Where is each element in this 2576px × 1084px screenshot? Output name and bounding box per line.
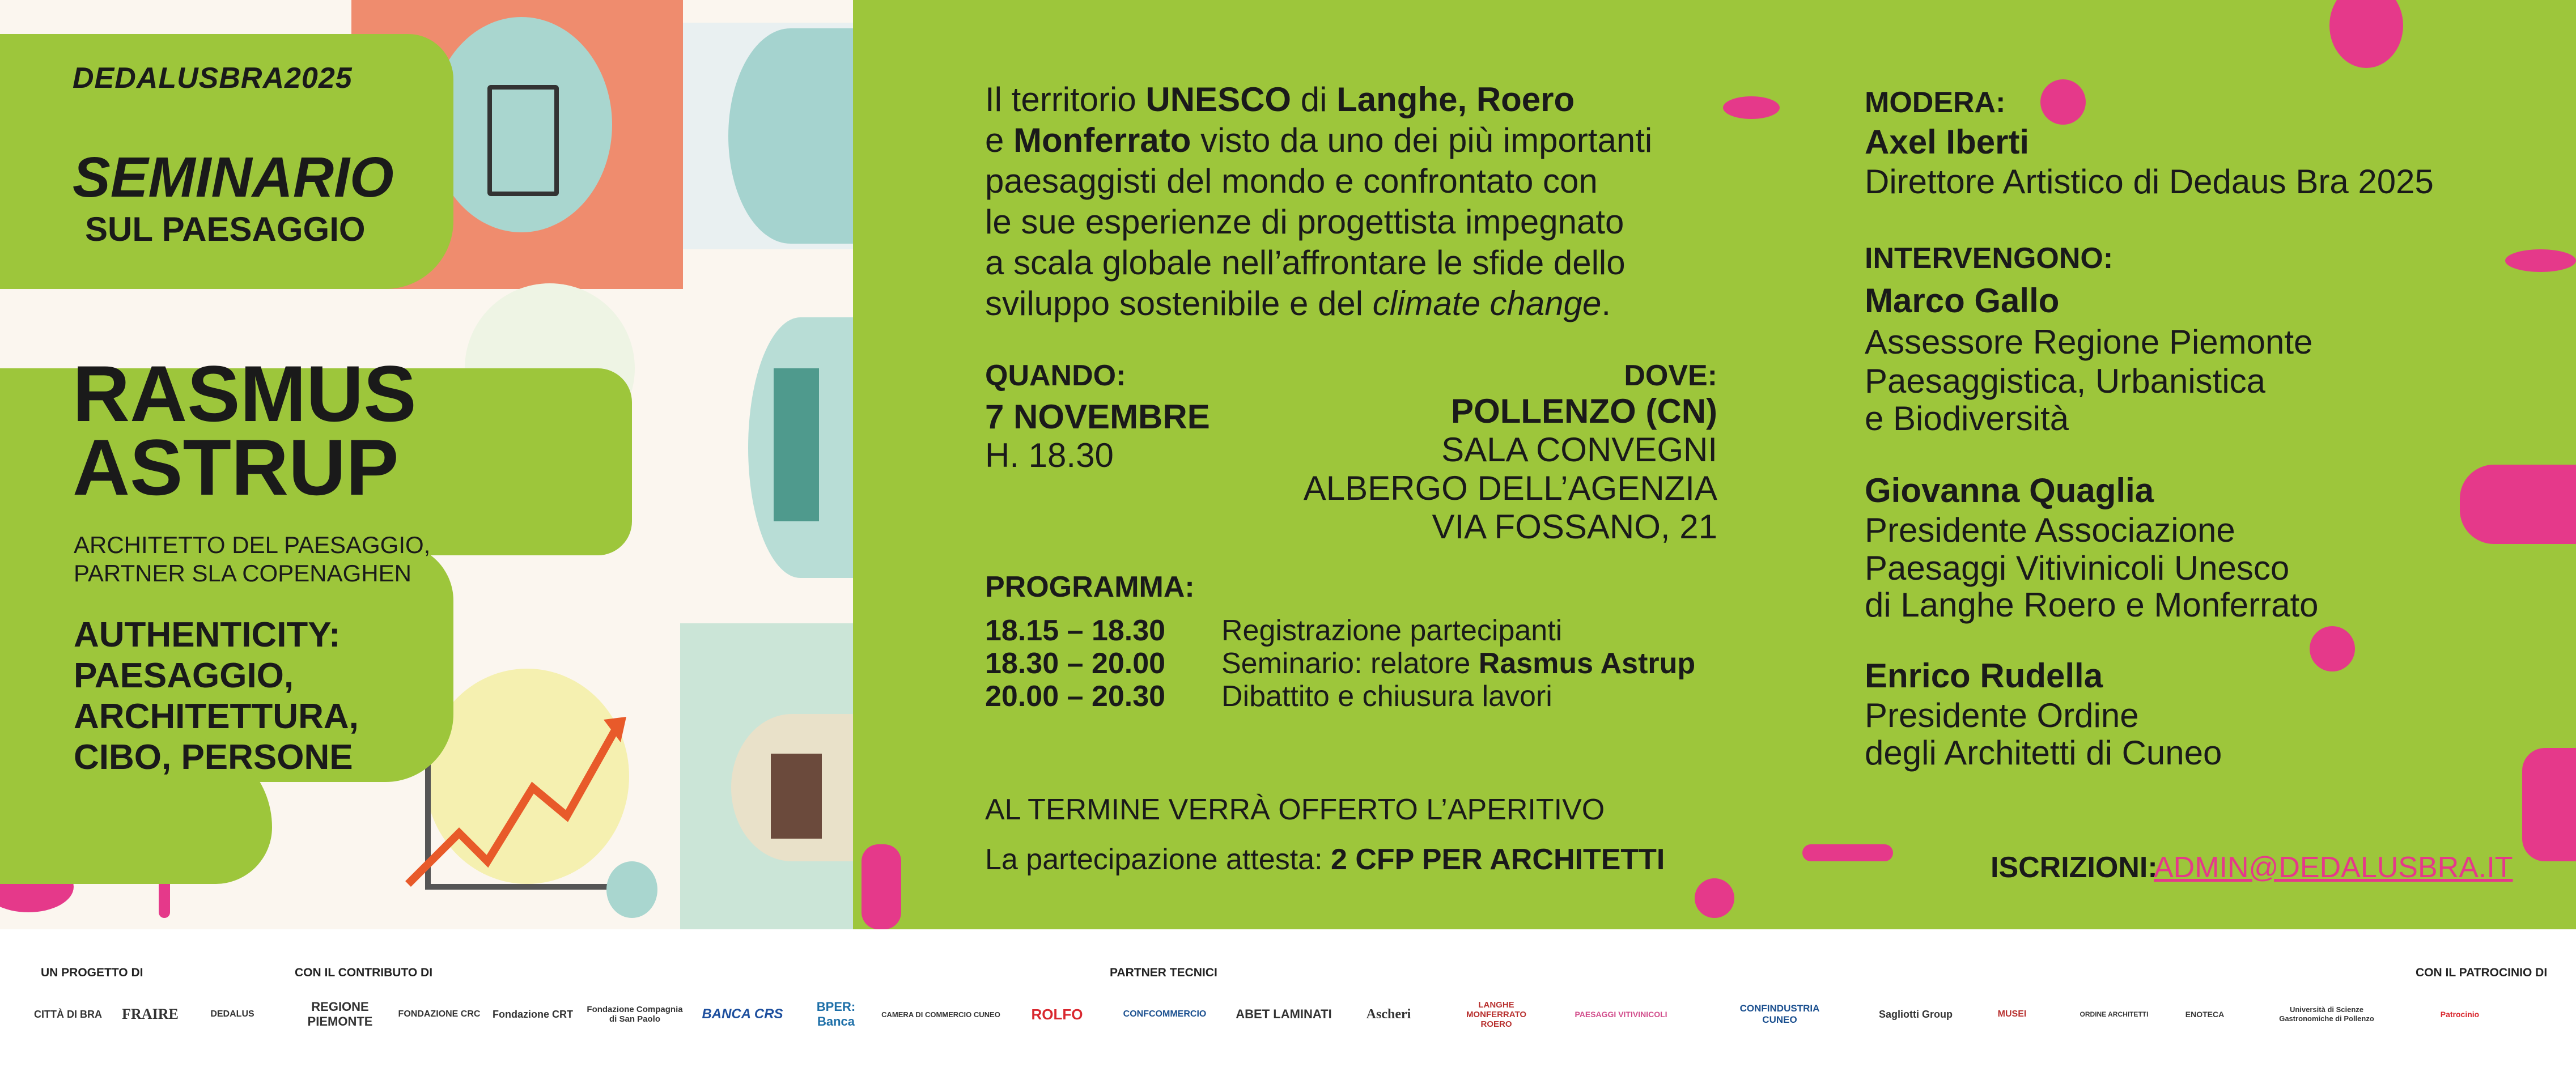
logo-banca-crs: BANCA CRS <box>702 1006 783 1022</box>
program-desc-text: Seminario: relatore <box>1221 647 1479 680</box>
speaker-role: PARTNER SLA COPENAGHEN <box>74 560 411 586</box>
moderator-name: Axel Iberti <box>1865 123 2030 161</box>
logo-fondazione-crc: FONDAZIONE CRC <box>398 1009 481 1019</box>
topic-line: AUTHENTICITY: <box>74 615 341 654</box>
program-desc: Registrazione partecipanti <box>1221 614 1563 647</box>
logo-rolfo: ROLFO <box>1031 1005 1083 1023</box>
speakers-label: INTERVENGONO: <box>1865 242 2114 275</box>
pink-blob <box>1802 844 1893 861</box>
speaker-role: Assessore Regione Piemonte <box>1865 323 2313 361</box>
speaker-role: e Biodiversità <box>1865 399 2069 437</box>
program-label: PROGRAMMA: <box>985 571 1195 603</box>
program-desc <box>1221 646 1695 681</box>
intro-line: a scala globale nell’affrontare le sfide dello <box>985 244 1626 282</box>
venue-line: ALBERGO DELL’AGENZIA <box>1303 469 1717 507</box>
logo-bper: BPER: Banca <box>816 1000 856 1028</box>
intro-bold: UNESCO <box>1145 80 1292 118</box>
speaker-role: Presidente Associazione <box>1865 511 2235 549</box>
tower-illustration <box>774 368 819 521</box>
cfp-bold: 2 CFP PER ARCHITETTI <box>1330 843 1665 876</box>
program-desc: Dibattito e chiusura lavori <box>1221 680 1552 713</box>
venue-city: POLLENZO (CN) <box>1451 392 1717 430</box>
pink-blob <box>862 844 901 929</box>
chair-illustration <box>487 85 559 196</box>
logo-confcommercio: CONFCOMMERCIO <box>1123 1009 1207 1019</box>
intro-bold: Langhe, Roero <box>1336 80 1575 118</box>
program-time: 18.15 – 18.30 <box>985 614 1166 647</box>
event-time: H. 18.30 <box>985 436 1114 474</box>
intro-text: visto da uno dei più importanti <box>1191 121 1653 159</box>
logo-confindustria-cuneo: CONFINDUSTRIA CUNEO <box>1739 1003 1820 1025</box>
logo-fondazione-crt: Fondazione CRT <box>493 1008 573 1020</box>
pink-blob <box>1695 878 1734 918</box>
seminar-subtitle: SUL PAESAGGIO <box>85 210 366 248</box>
speaker-name: RASMUS <box>73 349 417 438</box>
moderator-label: MODERA: <box>1865 86 2006 119</box>
logo-camera-commercio: CAMERA DI COMMERCIO CUNEO <box>881 1010 1000 1019</box>
patronage-label: CON IL PATROCINIO DI <box>2416 966 2548 979</box>
program-desc-bold: Rasmus Astrup <box>1478 647 1696 680</box>
logo-sagliotti-group: Sagliotti Group <box>1879 1008 1953 1020</box>
intro-line: paesaggisti del mondo e confrontato con <box>985 162 1598 200</box>
moderator-role: Direttore Artistico di Dedaus Bra 2025 <box>1865 163 2434 201</box>
logo-compagnia-san-paolo: Fondazione Compagnia di San Paolo <box>587 1005 683 1024</box>
speaker-surname: ASTRUP <box>73 423 399 512</box>
event-date: 7 NOVEMBRE <box>985 398 1210 436</box>
intro-bold: Monferrato <box>1013 121 1191 159</box>
cfp-text: La partecipazione attesta: <box>985 843 1331 876</box>
speaker-role: Paesaggistica, Urbanistica <box>1865 362 2266 400</box>
logo-paesaggi-vitivinicoli: PAESAGGI VITIVINICOLI <box>1575 1010 1667 1019</box>
logo-patrocinio: Patrocinio <box>2440 1010 2480 1019</box>
intro-text: di <box>1291 80 1337 118</box>
logo-musei: MUSEI <box>1997 1009 2027 1019</box>
speaker-role: ARCHITETTO DEL PAESAGGIO, <box>74 532 431 558</box>
contrib-label: CON IL CONTRIBUTO DI <box>295 966 433 979</box>
signup-email-link[interactable]: ADMIN@DEDALUSBRA.IT <box>2154 851 2513 884</box>
speaker-name: Giovanna Quaglia <box>1865 471 2154 509</box>
project-label: UN PROGETTO DI <box>41 966 143 979</box>
where-label: DOVE: <box>1624 359 1717 392</box>
signup-label: ISCRIZIONI: <box>1991 851 2158 884</box>
intro-line <box>985 283 1611 324</box>
pink-blob <box>2310 626 2355 671</box>
speaker-role: degli Architetti di Cuneo <box>1865 734 2222 772</box>
speaker-role: di Langhe Roero e Monferrato <box>1865 586 2319 624</box>
house-shape <box>771 754 822 839</box>
when-label: QUANDO: <box>985 359 1126 392</box>
pink-blob <box>2522 748 2576 861</box>
tree-illustration <box>606 861 657 918</box>
intro-text: Il territorio <box>985 80 1146 118</box>
pink-blob <box>1723 96 1780 119</box>
logo-citta-di-bra: CITTÀ DI BRA <box>34 1008 102 1020</box>
logo-fraire: FRAIRE <box>122 1006 179 1022</box>
seminar-title: SEMINARIO <box>73 146 394 209</box>
program-time: 18.30 – 20.00 <box>985 647 1166 680</box>
pink-blob <box>2460 465 2576 544</box>
brand-logo: DEDALUSBRA2025 <box>73 62 353 95</box>
logo-langhe-monferrato-roero: LANGHE MONFERRATO ROERO <box>1466 1000 1527 1029</box>
intro-line <box>985 79 1575 120</box>
topic-line: PAESAGGIO, <box>74 656 294 695</box>
speaker-name: Marco Gallo <box>1865 282 2060 320</box>
topic-line: CIBO, PERSONE <box>74 738 353 777</box>
logo-regione-piemonte: REGIONE PIEMONTE <box>307 1000 373 1028</box>
speaker-role: Paesaggi Vitivinicoli Unesco <box>1865 549 2290 587</box>
logo-unisg: Università di Scienze Gastronomiche di Pollenzo <box>2279 1005 2374 1023</box>
cfp-note <box>985 842 1665 877</box>
aperitivo-note: AL TERMINE VERRÀ OFFERTO L’APERITIVO <box>985 793 1605 826</box>
logo-ordine-architetti: ORDINE ARCHITETTI <box>2080 1010 2149 1018</box>
intro-line: le sue esperienze di progettista impegnato <box>985 203 1624 241</box>
intro-text: sviluppo sostenibile e del <box>985 284 1373 322</box>
topic-line: ARCHITETTURA, <box>74 697 359 736</box>
globe-illustration <box>728 28 853 244</box>
logo-enoteca: ENOTECA <box>2185 1010 2225 1019</box>
venue-line: VIA FOSSANO, 21 <box>1432 508 1717 546</box>
logo-abet-laminati: ABET LAMINATI <box>1236 1007 1332 1021</box>
intro-text: e <box>985 121 1014 159</box>
partners-label: PARTNER TECNICI <box>1110 966 1217 979</box>
intro-italic: climate change <box>1372 284 1602 322</box>
logo-ascheri: Ascheri <box>1366 1006 1411 1022</box>
pink-blob <box>2505 249 2576 272</box>
intro-text: . <box>1601 284 1611 322</box>
speaker-name: Enrico Rudella <box>1865 657 2103 695</box>
program-time: 20.00 – 20.30 <box>985 680 1166 713</box>
intro-line <box>985 120 1652 161</box>
pink-blob <box>2040 79 2086 125</box>
venue-line: SALA CONVEGNI <box>1441 431 1717 469</box>
speaker-role: Presidente Ordine <box>1865 696 2139 734</box>
logo-dedalus: DEDALUS <box>210 1009 254 1019</box>
